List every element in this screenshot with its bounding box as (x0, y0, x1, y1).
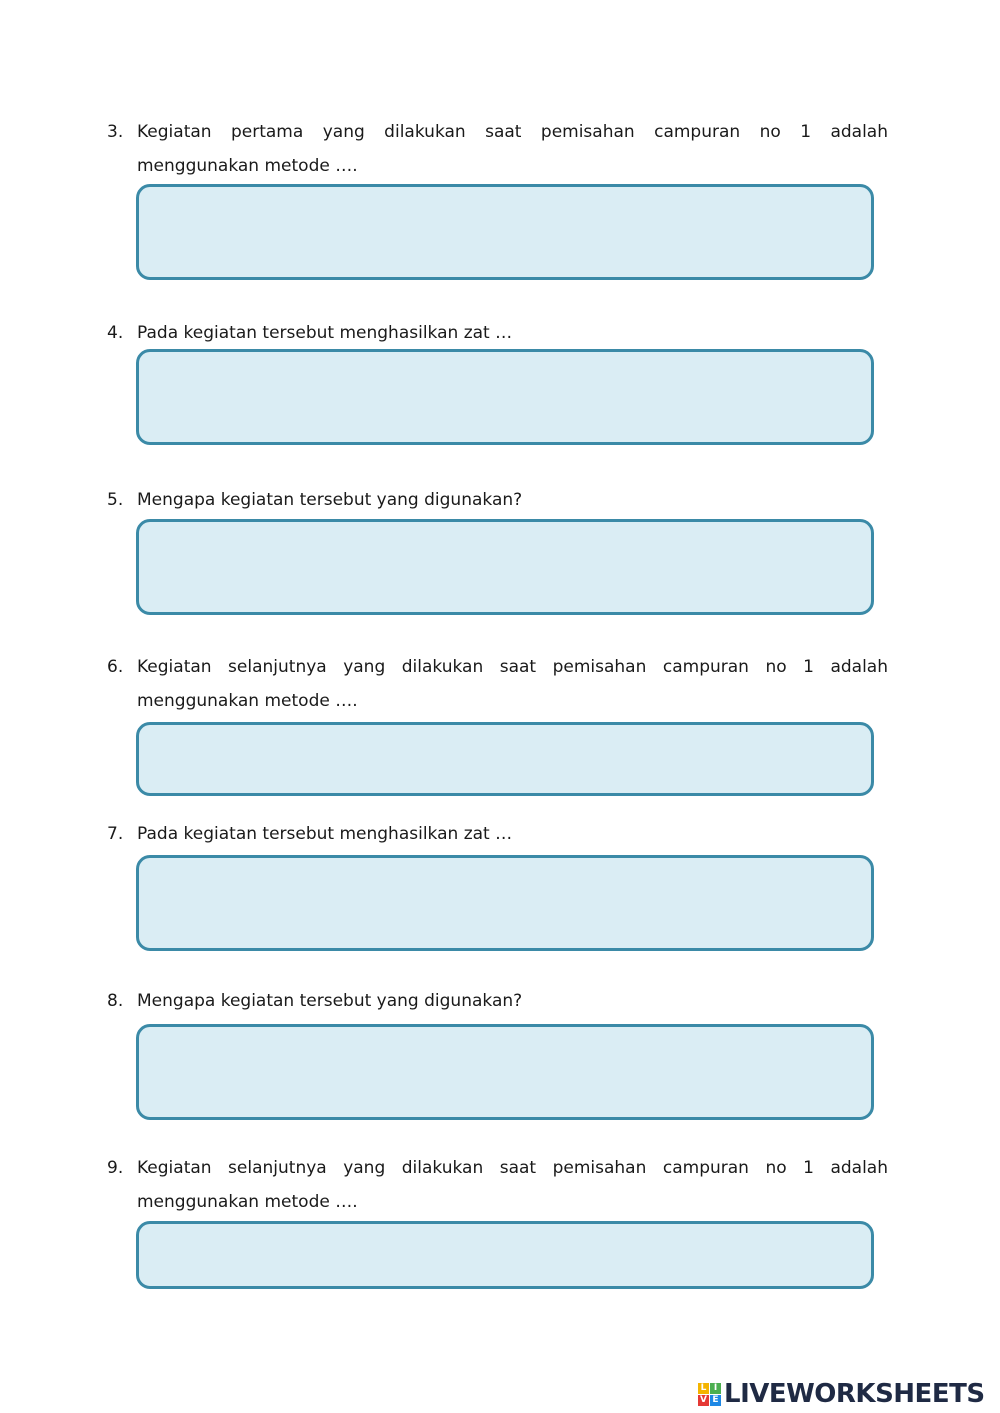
question-text: Pada kegiatan tersebut menghasilkan zat … (137, 323, 513, 343)
answer-box-7[interactable] (136, 855, 874, 951)
question-5 (107, 483, 888, 517)
question-number: 3. (107, 122, 124, 142)
question-number: 4. (107, 323, 124, 343)
question-7 (107, 817, 888, 851)
question-text: Kegiatan selanjutnya yang dilakukan saat pemisahan campuran no 1 adalah menggunakan metode …. (137, 1158, 888, 1212)
question-text: Pada kegiatan tersebut menghasilkan zat … (137, 824, 513, 844)
badge-letter: L (698, 1383, 709, 1394)
question-number: 6. (107, 657, 124, 677)
logo-wordmark: LIVEWORKSHEETS (724, 1379, 985, 1409)
liveworksheets-logo (698, 1377, 985, 1411)
badge-letter: I (710, 1383, 721, 1394)
question-number: 7. (107, 824, 124, 844)
question-9 (107, 1151, 888, 1219)
question-number: 8. (107, 991, 124, 1011)
answer-box-4[interactable] (136, 349, 874, 445)
question-number: 9. (107, 1158, 124, 1178)
question-6 (107, 650, 888, 718)
question-text: Mengapa kegiatan tersebut yang digunakan? (137, 490, 523, 510)
question-4 (107, 316, 888, 350)
question-8 (107, 984, 888, 1018)
answer-box-3[interactable] (136, 184, 874, 280)
question-text: Kegiatan pertama yang dilakukan saat pemisahan campuran no 1 adalah menggunakan metode …. (137, 122, 888, 176)
badge-letter: V (698, 1395, 709, 1406)
answer-box-8[interactable] (136, 1024, 874, 1120)
question-3 (107, 115, 888, 183)
question-number: 5. (107, 490, 124, 510)
logo-badge-icon (698, 1383, 721, 1406)
answer-box-5[interactable] (136, 519, 874, 615)
answer-box-9[interactable] (136, 1221, 874, 1289)
question-text: Mengapa kegiatan tersebut yang digunakan? (137, 991, 523, 1011)
answer-box-6[interactable] (136, 722, 874, 796)
question-text: Kegiatan selanjutnya yang dilakukan saat pemisahan campuran no 1 adalah menggunakan metode …. (137, 657, 888, 711)
badge-letter: E (710, 1395, 721, 1406)
